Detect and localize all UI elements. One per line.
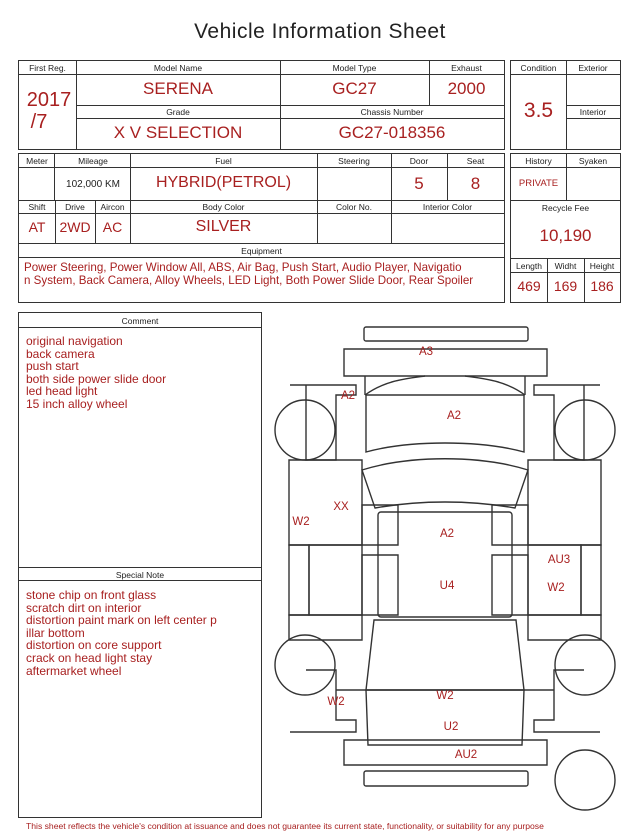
model-type-label: Model Type bbox=[332, 63, 377, 73]
width-value: 169 bbox=[553, 278, 578, 294]
body-color-value: SILVER bbox=[195, 218, 252, 235]
damage-mark-left-front-door: W2 bbox=[292, 516, 310, 528]
drive-value: 2WD bbox=[59, 219, 91, 235]
chassis-label: Chassis Number bbox=[360, 107, 424, 117]
special-note-line: crack on head light stay bbox=[26, 651, 153, 665]
aircon-value: AC bbox=[102, 219, 123, 235]
damage-mark-windshield: XX bbox=[333, 501, 349, 513]
interior-color-label: Interior Color bbox=[422, 202, 473, 212]
drive-label: Drive bbox=[65, 202, 85, 212]
damage-mark-left-front-fender: A2 bbox=[340, 390, 356, 402]
exterior-label: Exterior bbox=[578, 63, 608, 73]
special-note-line: distortion paint mark on left center p bbox=[26, 613, 217, 628]
fuel-value: HYBRID(PETROL) bbox=[155, 174, 292, 191]
comment-line: 15 inch alloy wheel bbox=[26, 397, 128, 411]
exhaust-value: 2000 bbox=[447, 79, 486, 98]
first-reg-label: First Reg. bbox=[29, 63, 66, 73]
comment-line: push start bbox=[26, 359, 79, 374]
equipment-line-1: Power Steering, Power Window All, ABS, Air Bag, Push Start, Audio Player, Navigatio bbox=[24, 261, 462, 274]
grade-label: Grade bbox=[166, 107, 190, 117]
length-value: 469 bbox=[517, 278, 541, 294]
seat-value: 8 bbox=[470, 174, 481, 193]
condition-table bbox=[510, 60, 621, 150]
height-value: 186 bbox=[590, 278, 614, 294]
aircon-label: Aircon bbox=[100, 202, 125, 212]
length-label: Length bbox=[516, 261, 542, 271]
special-note-line: stone chip on front glass bbox=[26, 588, 157, 602]
damage-mark-back-door: U2 bbox=[443, 721, 459, 733]
special-note-line: distortion on core support bbox=[26, 638, 162, 653]
damage-mark-left-quarter: W2 bbox=[327, 696, 345, 708]
grade-value: X V SELECTION bbox=[113, 123, 243, 142]
comment-label: Comment bbox=[121, 316, 159, 326]
condition-label: Condition bbox=[520, 63, 557, 73]
damage-mark-right-rear-door: AU3 bbox=[547, 554, 571, 566]
door-label: Door bbox=[409, 156, 429, 166]
shift-value: AT bbox=[28, 219, 46, 235]
comment-line: both side power slide door bbox=[26, 371, 167, 386]
special-note-line: scratch dirt on interior bbox=[26, 600, 142, 615]
special-note-line: aftermarket wheel bbox=[26, 663, 122, 678]
exhaust-label: Exhaust bbox=[451, 63, 482, 73]
recycle-fee-label: Recycle Fee bbox=[541, 203, 590, 213]
syaken-label: Syaken bbox=[578, 156, 608, 166]
comment-line: original navigation bbox=[26, 334, 123, 348]
chassis-value: GC27-018356 bbox=[338, 123, 446, 142]
history-label: History bbox=[525, 156, 552, 166]
door-value: 5 bbox=[414, 174, 424, 193]
width-label: Widht bbox=[554, 261, 577, 271]
damage-mark-front-bumper: A3 bbox=[418, 346, 434, 358]
damage-mark-roof-rear: U4 bbox=[439, 580, 455, 592]
fuel-label: Fuel bbox=[215, 156, 232, 166]
seat-label: Seat bbox=[466, 156, 485, 166]
damage-mark-rear-glass: W2 bbox=[436, 690, 454, 702]
damage-mark-roof: A2 bbox=[439, 528, 455, 540]
meter-label: Meter bbox=[26, 156, 48, 166]
damage-mark-right-quarter: W2 bbox=[547, 582, 565, 594]
history-value: PRIVATE bbox=[518, 178, 559, 189]
recycle-fee-value: 10,190 bbox=[539, 226, 592, 245]
special-note-line: illar bottom bbox=[26, 625, 85, 640]
history-table bbox=[510, 153, 621, 303]
condition-value: 3.5 bbox=[523, 99, 554, 122]
height-label: Height bbox=[589, 261, 615, 271]
body-color-label: Body Color bbox=[202, 202, 245, 212]
first-reg-year: 2017 bbox=[26, 89, 72, 111]
special-note-label: Special Note bbox=[115, 570, 165, 580]
shift-label: Shift bbox=[28, 202, 46, 212]
mileage-value: 102,000 KM bbox=[66, 179, 120, 190]
damage-mark-hood: A2 bbox=[446, 410, 462, 422]
disclaimer-footer: This sheet reflects the vehicle's condition at issuance and does not guarantee its current state, functionality, or suitability for any purpose bbox=[26, 821, 544, 831]
damage-mark-rear-bumper: AU2 bbox=[454, 749, 478, 761]
steering-label: Steering bbox=[338, 156, 370, 166]
model-name-value: SERENA bbox=[143, 79, 213, 98]
comment-line: led head light bbox=[26, 384, 98, 399]
spec-table bbox=[18, 153, 505, 303]
comment-line: back camera bbox=[26, 346, 95, 361]
interior-label: Interior bbox=[579, 107, 607, 117]
page-title: Vehicle Information Sheet bbox=[194, 20, 446, 43]
equipment-label: Equipment bbox=[241, 246, 282, 256]
mileage-label: Mileage bbox=[78, 156, 108, 166]
color-no-label: Color No. bbox=[336, 202, 372, 212]
equipment-line-2: n System, Back Camera, Alloy Wheels, LED Light, Both Power Slide Door, Rear Spoiler bbox=[24, 274, 474, 287]
first-reg-month: /7 bbox=[30, 111, 48, 133]
model-info-table bbox=[18, 60, 505, 150]
model-type-value: GC27 bbox=[332, 79, 377, 98]
model-name-label: Model Name bbox=[153, 63, 203, 73]
